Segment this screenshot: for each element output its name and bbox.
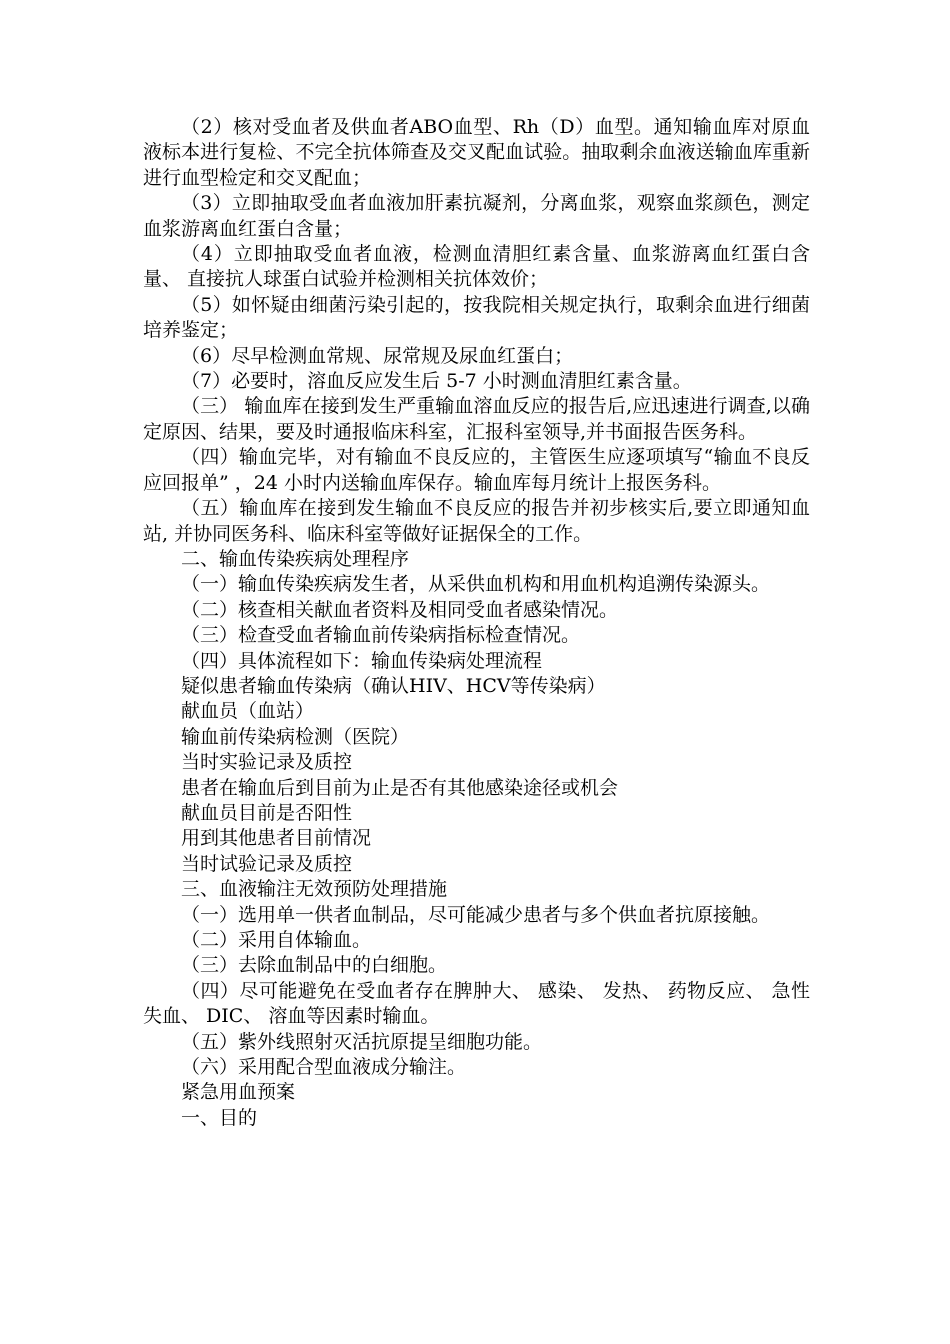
paragraph-1-single-donor: （一）选用单一供者血制品，尽可能减少患者与多个供血者抗原接触。 [181, 903, 771, 926]
document-page [143, 115, 810, 1131]
flow-item-other-patients: 用到其他患者目前情况 [181, 827, 372, 850]
flow-item-other-infection-routes: 患者在输血后到目前为止是否有其他感染途径或机会 [181, 776, 619, 799]
paragraph-3-leukocyte-removal: （三）去除血制品中的白细胞。 [181, 954, 448, 977]
paragraph-3-blood-bank-investigation: （三） 输血库在接到发生严重输血溶血反应的报告后,应迅速进行调查,以确定原因、结果，要及时通报临床科室，汇报科室领导,并书面报告医务科。 [143, 395, 810, 443]
flow-item-donor-station: 献血员（血站） [181, 700, 315, 723]
section-heading-emergency-plan: 紧急用血预案 [181, 1081, 296, 1104]
paragraph-6-matched-components: （六）采用配合型血液成分输注。 [181, 1056, 467, 1079]
paragraph-2-check-donor-records: （二）核查相关献血者资料及相同受血者感染情况。 [181, 598, 619, 621]
flow-item-experiment-record: 当时实验记录及质控 [181, 751, 353, 774]
section-heading-transfusion-infection: 二、输血传染疾病处理程序 [181, 547, 410, 570]
section-heading-purpose: 一、目的 [181, 1106, 258, 1129]
paragraph-3-check-pre-transfusion: （三）检查受血者输血前传染病指标检查情况。 [181, 624, 581, 647]
flow-item-donor-positive: 献血员目前是否阳性 [181, 801, 353, 824]
flow-item-pre-transfusion-test: 输血前传染病检测（医院） [181, 725, 410, 748]
paragraph-1-trace-source: （一）输血传染疾病发生者，从采供血机构和用血机构追溯传染源头。 [181, 573, 771, 596]
paragraph-5-bacterial-culture: （5）如怀疑由细菌污染引起的，按我院相关规定执行，取剩余血进行细菌培养鉴定； [143, 293, 810, 342]
flow-item-test-record: 当时试验记录及质控 [181, 852, 353, 875]
paragraph-7-bilirubin-timing: （7）必要时，溶血反应发生后 5-7 小时测血清胆红素含量。 [181, 370, 692, 393]
paragraph-4-bilirubin-test: （4）立即抽取受血者血液，检测血清胆红素含量、血浆游离血红蛋白含量、 直接抗人球蛋白试验并检测相关抗体效价； [143, 243, 810, 291]
paragraph-3-heparin-plasma: （3）立即抽取受血者血液加肝素抗凝剂，分离血浆，观察血浆颜色，测定血浆游离血红蛋白含量； [143, 192, 810, 240]
paragraph-4-avoid-conditions: （四）尽可能避免在受血者存在脾肿大、 感染、 发热、 药物反应、 急性失血、 DIC、 溶血等因素时输血。 [143, 979, 810, 1028]
paragraph-4-adverse-reaction-report: （四）输血完毕，对有输血不良反应的，主管医生应逐项填写“输血不良反应回报单” ，24 小时内送输血库保存。输血库每月统计上报医务科。 [143, 446, 810, 494]
paragraph-4-process-flow: （四）具体流程如下：输血传染病处理流程 [181, 649, 543, 672]
paragraph-5-notify-blood-station: （五）输血库在接到发生输血不良反应的报告并初步核实后,要立即通知血站, 并协同医务科、临床科室等做好证据保全的工作。 [143, 497, 810, 545]
paragraph-5-uv-irradiation: （五）紫外线照射灭活抗原提呈细胞功能。 [181, 1030, 543, 1053]
flow-item-suspected-infection: 疑似患者输血传染病（确认HIV、HCV等传染病） [181, 674, 606, 697]
paragraph-2-blood-type-check: （2）核对受血者及供血者ABO血型、Rh（D）血型。通知输血库对原血液标本进行复检、不完全抗体筛查及交叉配血试验。抽取剩余血液送输血库重新进行血型检定和交叉配血； [143, 116, 810, 189]
section-heading-ineffective-transfusion: 三、血液输注无效预防处理措施 [181, 878, 448, 901]
paragraph-2-autologous: （二）采用自体输血。 [181, 929, 372, 951]
paragraph-6-routine-tests: （6）尽早检测血常规、尿常规及尿血红蛋白； [181, 344, 574, 367]
